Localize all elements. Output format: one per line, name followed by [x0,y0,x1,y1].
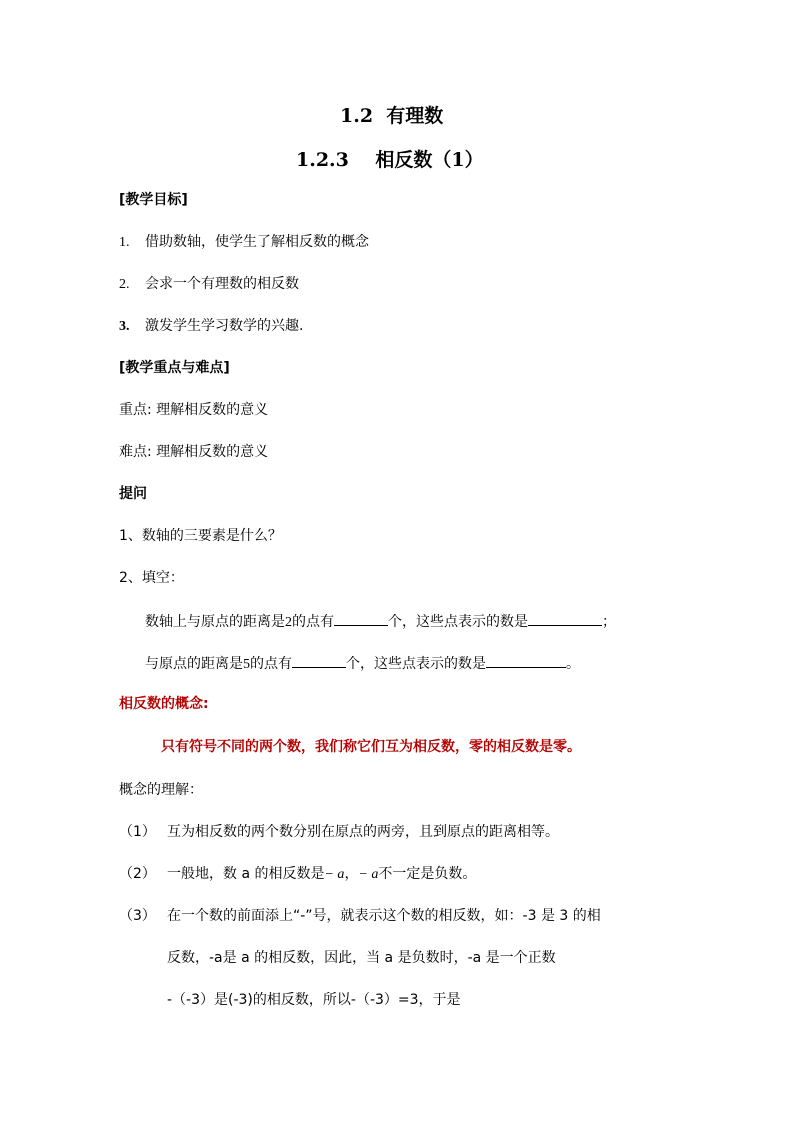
understanding-item [119,907,601,925]
fill-text: 的点有 [292,614,334,630]
section-title [340,104,443,128]
question-2: 2、填空： [119,570,184,586]
key-points-heading: [教学重点与难点] [119,360,230,376]
objective-text: 借助数轴，使学生了解相反数的概念 [145,234,369,250]
understanding-item-continuation: -（-3）是(-3)的相反数，所以-（-3）=3，于是 [167,992,461,1008]
fill-text: 数轴上与原点的距离是 [145,614,285,630]
answer-blank[interactable] [292,653,346,668]
understanding-heading: 概念的理解： [119,782,203,798]
section-number: 1.2 [340,105,374,127]
math-expression: − a [324,867,345,882]
item-number: （2） [119,866,156,882]
subsection-name: 相反数（1） [375,149,484,171]
item-text: ， [344,866,359,882]
item-number: （3） [119,908,156,924]
answer-blank[interactable] [528,611,602,626]
item-text: 在一个数的前面添上“-”号，就表示这个数的相反数，如：-3 是 3 的相 [167,908,601,924]
objective-text: 会求一个有理数的相反数 [145,276,299,292]
answer-blank[interactable] [486,653,566,668]
difficult-point: 难点: 理解相反数的意义 [119,444,269,460]
fill-text: 个，这些点表示的数是 [346,656,486,672]
objective-item [119,317,303,336]
objective-number: 3. [119,319,130,334]
questions-heading: 提问 [119,486,147,502]
concept-definition: 只有符号不同的两个数，我们称它们互为相反数，零的相反数是零。 [161,739,581,755]
objective-number: 1. [119,235,130,250]
subsection-number: 1.2.3 [296,149,349,171]
fill-number: 5 [243,657,250,672]
item-text: 不一定是负数。 [378,866,477,882]
fill-text: 的点有 [250,656,292,672]
understanding-item [119,865,476,884]
fill-number: 2 [285,615,292,630]
concept-heading: 相反数的概念: [119,696,209,712]
answer-blank[interactable] [334,611,388,626]
item-text: 互为相反数的两个数分别在原点的两旁，且到原点的距离相等。 [167,824,559,840]
section-name: 有理数 [386,105,444,127]
math-expression: − a [358,867,379,882]
item-number: （1） [119,824,156,840]
fill-text: 个，这些点表示的数是 [388,614,528,630]
objective-item [119,233,369,252]
objective-text: 激发学生学习数学的兴趣. [145,318,304,334]
fill-blank-line-1 [145,611,616,632]
fill-text: ； [602,614,616,630]
fill-blank-line-2 [145,653,580,674]
fill-text: 。 [566,656,580,672]
fill-text: 与原点的距离是 [145,656,243,672]
understanding-item [119,823,559,841]
objective-item [119,275,299,294]
important-point: 重点: 理解相反数的意义 [119,402,269,418]
question-1: 1、数轴的三要素是什么？ [119,528,282,544]
objective-number: 2. [119,277,130,292]
item-text: 一般地，数 a 的相反数是 [167,866,325,882]
objectives-heading: [教学目标] [119,192,188,208]
subsection-title [296,148,484,172]
understanding-item-continuation: 反数，-a是 a 的相反数，因此，当 a 是负数时，-a 是一个正数 [167,950,556,966]
